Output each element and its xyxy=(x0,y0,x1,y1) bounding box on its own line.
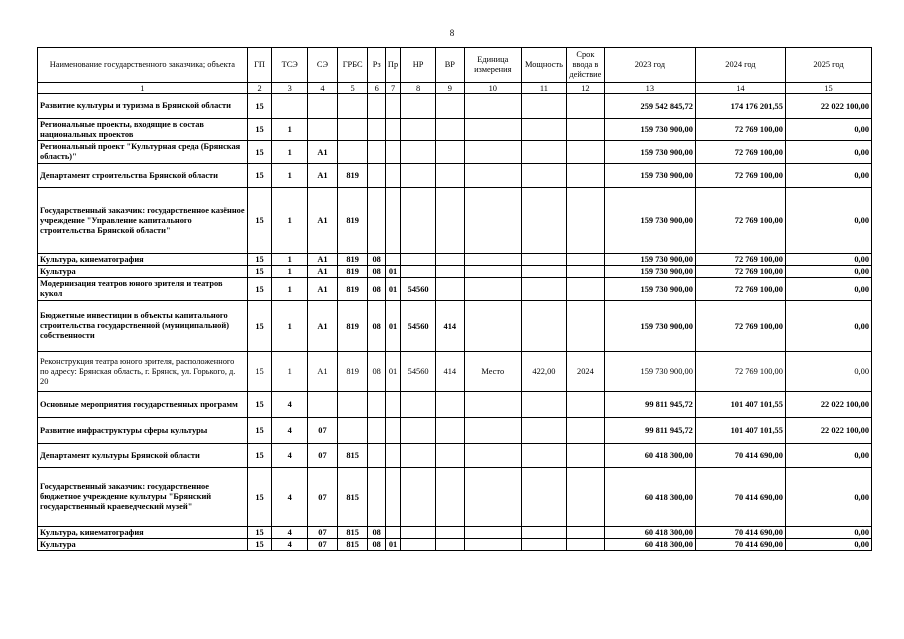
code-cell xyxy=(521,94,566,119)
code-cell xyxy=(401,254,436,266)
column-number: 12 xyxy=(566,83,604,94)
amount-cell: 72 769 100,00 xyxy=(695,164,785,188)
code-cell xyxy=(464,94,521,119)
page-number: 8 xyxy=(449,28,455,38)
amount-cell: 101 407 101,55 xyxy=(695,392,785,418)
table-row xyxy=(38,418,872,444)
amount-cell: 0,00 xyxy=(785,352,871,392)
row-name-cell: Модернизация театров юного зрителя и театров кукол xyxy=(38,278,248,301)
code-cell: 4 xyxy=(272,418,308,444)
code-cell xyxy=(464,188,521,254)
code-cell xyxy=(436,254,465,266)
code-cell: 01 xyxy=(385,278,400,301)
amount-cell: 0,00 xyxy=(785,141,871,164)
code-cell: 815 xyxy=(337,468,368,527)
amount-cell: 60 418 300,00 xyxy=(604,444,695,468)
code-cell xyxy=(521,254,566,266)
row-name-cell: Культура xyxy=(38,539,248,551)
code-cell: 1 xyxy=(272,254,308,266)
code-cell xyxy=(464,141,521,164)
code-cell xyxy=(401,527,436,539)
code-cell xyxy=(308,392,338,418)
code-cell xyxy=(566,119,604,141)
table-row xyxy=(38,188,872,254)
code-cell: 15 xyxy=(247,352,272,392)
code-cell: 07 xyxy=(308,539,338,551)
code-cell xyxy=(401,188,436,254)
header-cell: Срок ввода в действие xyxy=(566,48,604,83)
code-cell: А1 xyxy=(308,266,338,278)
amount-cell: 99 811 945,72 xyxy=(604,392,695,418)
header-cell: Единица измерения xyxy=(464,48,521,83)
header-cell: Пр xyxy=(385,48,400,83)
code-cell: 01 xyxy=(385,301,400,352)
row-name-cell: Развитие инфраструктуры сферы культуры xyxy=(38,418,248,444)
code-cell xyxy=(436,444,465,468)
code-cell xyxy=(337,141,368,164)
code-cell: 08 xyxy=(368,527,385,539)
code-cell xyxy=(385,164,400,188)
column-number: 8 xyxy=(401,83,436,94)
code-cell: 819 xyxy=(337,188,368,254)
code-cell: А1 xyxy=(308,164,338,188)
amount-cell: 0,00 xyxy=(785,188,871,254)
amount-cell: 101 407 101,55 xyxy=(695,418,785,444)
code-cell: А1 xyxy=(308,301,338,352)
column-number: 7 xyxy=(385,83,400,94)
code-cell xyxy=(368,94,385,119)
code-cell: 07 xyxy=(308,444,338,468)
code-cell: 815 xyxy=(337,539,368,551)
code-cell: 15 xyxy=(247,119,272,141)
code-cell: 15 xyxy=(247,392,272,418)
code-cell: 819 xyxy=(337,266,368,278)
code-cell xyxy=(368,418,385,444)
code-cell xyxy=(436,266,465,278)
row-name-cell: Бюджетные инвестиции в объекты капитального строительства государственной (муниципальной) собственности xyxy=(38,301,248,352)
code-cell xyxy=(566,392,604,418)
amount-cell: 70 414 690,00 xyxy=(695,527,785,539)
column-number: 4 xyxy=(308,83,338,94)
code-cell: 54560 xyxy=(401,352,436,392)
table-row xyxy=(38,254,872,266)
code-cell xyxy=(401,94,436,119)
table-row xyxy=(38,539,872,551)
table-row xyxy=(38,444,872,468)
code-cell xyxy=(436,418,465,444)
code-cell: А1 xyxy=(308,188,338,254)
code-cell xyxy=(436,539,465,551)
code-cell: 4 xyxy=(272,392,308,418)
code-cell: 1 xyxy=(272,119,308,141)
amount-cell: 60 418 300,00 xyxy=(604,527,695,539)
code-cell: А1 xyxy=(308,141,338,164)
header-cell: 2024 год xyxy=(695,48,785,83)
code-cell xyxy=(436,141,465,164)
code-cell xyxy=(401,468,436,527)
code-cell: 819 xyxy=(337,278,368,301)
amount-cell: 0,00 xyxy=(785,266,871,278)
code-cell xyxy=(308,94,338,119)
code-cell xyxy=(464,278,521,301)
header-cell: ВР xyxy=(436,48,465,83)
amount-cell: 70 414 690,00 xyxy=(695,539,785,551)
code-cell xyxy=(385,527,400,539)
table-row xyxy=(38,527,872,539)
code-cell xyxy=(368,188,385,254)
code-cell xyxy=(464,539,521,551)
amount-cell: 72 769 100,00 xyxy=(695,301,785,352)
code-cell: 15 xyxy=(247,266,272,278)
code-cell: 1 xyxy=(272,278,308,301)
code-cell xyxy=(368,392,385,418)
header-cell: Мощность xyxy=(521,48,566,83)
code-cell: 01 xyxy=(385,266,400,278)
code-cell: 01 xyxy=(385,352,400,392)
amount-cell: 259 542 845,72 xyxy=(604,94,695,119)
code-cell xyxy=(521,468,566,527)
code-cell xyxy=(401,444,436,468)
code-cell xyxy=(436,164,465,188)
header-cell: Рз xyxy=(368,48,385,83)
code-cell xyxy=(368,444,385,468)
code-cell: 15 xyxy=(247,468,272,527)
amount-cell: 72 769 100,00 xyxy=(695,141,785,164)
table-row xyxy=(38,141,872,164)
header-cell: СЭ xyxy=(308,48,338,83)
row-name-cell: Реконструкция театра юного зрителя, расположенного по адресу: Брянская область, г. Брянск, ул. Горького, д. 20 xyxy=(38,352,248,392)
amount-cell: 72 769 100,00 xyxy=(695,278,785,301)
amount-cell: 22 022 100,00 xyxy=(785,418,871,444)
code-cell xyxy=(436,392,465,418)
code-cell xyxy=(436,468,465,527)
code-cell: 08 xyxy=(368,301,385,352)
row-name-cell: Государственный заказчик: государственное казённое учреждение "Управление капитального строительства Брянской области" xyxy=(38,188,248,254)
code-cell: 1 xyxy=(272,188,308,254)
code-cell xyxy=(368,141,385,164)
code-cell xyxy=(464,254,521,266)
code-cell: 01 xyxy=(385,539,400,551)
code-cell xyxy=(521,527,566,539)
column-number: 3 xyxy=(272,83,308,94)
table-row xyxy=(38,164,872,188)
code-cell xyxy=(521,301,566,352)
code-cell xyxy=(385,94,400,119)
code-cell: 15 xyxy=(247,188,272,254)
code-cell xyxy=(521,164,566,188)
amount-cell: 70 414 690,00 xyxy=(695,444,785,468)
code-cell xyxy=(385,418,400,444)
code-cell xyxy=(566,527,604,539)
code-cell xyxy=(464,119,521,141)
column-number: 1 xyxy=(38,83,248,94)
code-cell: 15 xyxy=(247,539,272,551)
code-cell xyxy=(521,278,566,301)
code-cell xyxy=(401,164,436,188)
code-cell xyxy=(436,119,465,141)
amount-cell: 22 022 100,00 xyxy=(785,392,871,418)
code-cell xyxy=(436,278,465,301)
code-cell: 4 xyxy=(272,527,308,539)
code-cell xyxy=(464,266,521,278)
code-cell xyxy=(337,418,368,444)
code-cell xyxy=(521,141,566,164)
table-row xyxy=(38,266,872,278)
code-cell: 2024 xyxy=(566,352,604,392)
column-number: 5 xyxy=(337,83,368,94)
code-cell: 15 xyxy=(247,418,272,444)
row-name-cell: Основные мероприятия государственных программ xyxy=(38,392,248,418)
amount-cell: 0,00 xyxy=(785,444,871,468)
code-cell xyxy=(385,141,400,164)
amount-cell: 72 769 100,00 xyxy=(695,352,785,392)
code-cell: 4 xyxy=(272,468,308,527)
column-number: 11 xyxy=(521,83,566,94)
code-cell xyxy=(521,119,566,141)
header-cell: Наименование государственного заказчика; объекта xyxy=(38,48,248,83)
code-cell xyxy=(401,392,436,418)
amount-cell: 0,00 xyxy=(785,527,871,539)
code-cell xyxy=(385,119,400,141)
code-cell xyxy=(566,141,604,164)
code-cell xyxy=(464,301,521,352)
amount-cell: 0,00 xyxy=(785,301,871,352)
code-cell xyxy=(464,164,521,188)
table-row xyxy=(38,392,872,418)
amount-cell: 159 730 900,00 xyxy=(604,278,695,301)
table-row xyxy=(38,468,872,527)
amount-cell: 22 022 100,00 xyxy=(785,94,871,119)
column-number: 2 xyxy=(247,83,272,94)
code-cell xyxy=(436,188,465,254)
amount-cell: 0,00 xyxy=(785,254,871,266)
code-cell xyxy=(566,444,604,468)
table-body xyxy=(38,94,872,551)
code-cell xyxy=(272,94,308,119)
code-cell xyxy=(566,164,604,188)
amount-cell: 72 769 100,00 xyxy=(695,188,785,254)
code-cell xyxy=(521,539,566,551)
code-cell: 54560 xyxy=(401,301,436,352)
amount-cell: 159 730 900,00 xyxy=(604,266,695,278)
code-cell: 15 xyxy=(247,278,272,301)
amount-cell: 0,00 xyxy=(785,468,871,527)
code-cell xyxy=(385,188,400,254)
code-cell: А1 xyxy=(308,254,338,266)
code-cell: 1 xyxy=(272,352,308,392)
header-cell: 2023 год xyxy=(604,48,695,83)
code-cell: 414 xyxy=(436,301,465,352)
code-cell: 4 xyxy=(272,444,308,468)
amount-cell: 174 176 201,55 xyxy=(695,94,785,119)
amount-cell: 60 418 300,00 xyxy=(604,539,695,551)
row-name-cell: Департамент культуры Брянской области xyxy=(38,444,248,468)
code-cell: 819 xyxy=(337,164,368,188)
column-number: 15 xyxy=(785,83,871,94)
code-cell: 08 xyxy=(368,278,385,301)
column-number: 10 xyxy=(464,83,521,94)
amount-cell: 0,00 xyxy=(785,539,871,551)
code-cell: 819 xyxy=(337,301,368,352)
table-row xyxy=(38,352,872,392)
column-number: 14 xyxy=(695,83,785,94)
code-cell xyxy=(368,468,385,527)
amount-cell: 159 730 900,00 xyxy=(604,301,695,352)
code-cell: 815 xyxy=(337,527,368,539)
code-cell: 08 xyxy=(368,352,385,392)
column-number: 6 xyxy=(368,83,385,94)
column-number: 13 xyxy=(604,83,695,94)
code-cell xyxy=(566,539,604,551)
code-cell xyxy=(337,392,368,418)
table-header-row xyxy=(38,48,872,83)
code-cell: 08 xyxy=(368,266,385,278)
code-cell xyxy=(566,188,604,254)
code-cell: А1 xyxy=(308,278,338,301)
amount-cell: 60 418 300,00 xyxy=(604,468,695,527)
budget-table xyxy=(37,47,872,551)
code-cell xyxy=(385,254,400,266)
amount-cell: 72 769 100,00 xyxy=(695,266,785,278)
amount-cell: 159 730 900,00 xyxy=(604,254,695,266)
row-name-cell: Региональный проект "Культурная среда (Брянская область)" xyxy=(38,141,248,164)
code-cell xyxy=(436,527,465,539)
code-cell xyxy=(566,278,604,301)
code-cell xyxy=(308,119,338,141)
header-cell: ГРБС xyxy=(337,48,368,83)
code-cell: 1 xyxy=(272,164,308,188)
code-cell xyxy=(566,418,604,444)
row-name-cell: Культура, кинематография xyxy=(38,527,248,539)
code-cell xyxy=(401,539,436,551)
row-name-cell: Культура, кинематография xyxy=(38,254,248,266)
table-row xyxy=(38,278,872,301)
header-cell: ТСЭ xyxy=(272,48,308,83)
code-cell xyxy=(566,254,604,266)
code-cell: 422,00 xyxy=(521,352,566,392)
row-name-cell: Региональные проекты, входящие в состав национальных проектов xyxy=(38,119,248,141)
code-cell: 15 xyxy=(247,164,272,188)
code-cell: 15 xyxy=(247,301,272,352)
code-cell: 15 xyxy=(247,444,272,468)
code-cell: 07 xyxy=(308,468,338,527)
row-name-cell: Департамент строительства Брянской области xyxy=(38,164,248,188)
amount-cell: 0,00 xyxy=(785,164,871,188)
code-cell: 54560 xyxy=(401,278,436,301)
code-cell: 1 xyxy=(272,301,308,352)
amount-cell: 70 414 690,00 xyxy=(695,468,785,527)
code-cell xyxy=(521,444,566,468)
code-cell xyxy=(521,392,566,418)
amount-cell: 159 730 900,00 xyxy=(604,119,695,141)
amount-cell: 159 730 900,00 xyxy=(604,164,695,188)
code-cell: 15 xyxy=(247,527,272,539)
code-cell xyxy=(337,119,368,141)
code-cell xyxy=(337,94,368,119)
table-row xyxy=(38,94,872,119)
code-cell xyxy=(566,94,604,119)
code-cell: 07 xyxy=(308,418,338,444)
amount-cell: 159 730 900,00 xyxy=(604,141,695,164)
code-cell: 4 xyxy=(272,539,308,551)
code-cell xyxy=(464,527,521,539)
table-row xyxy=(38,119,872,141)
code-cell xyxy=(464,392,521,418)
code-cell xyxy=(401,119,436,141)
amount-cell: 99 811 945,72 xyxy=(604,418,695,444)
code-cell: 15 xyxy=(247,254,272,266)
code-cell: А1 xyxy=(308,352,338,392)
code-cell xyxy=(464,444,521,468)
code-cell: Место xyxy=(464,352,521,392)
column-number-row xyxy=(38,83,872,94)
code-cell xyxy=(566,468,604,527)
code-cell xyxy=(385,444,400,468)
header-cell: НР xyxy=(401,48,436,83)
code-cell: 15 xyxy=(247,94,272,119)
code-cell: 1 xyxy=(272,266,308,278)
row-name-cell: Государственный заказчик: государственное бюджетное учреждение культуры "Брянский государственный краеведческий музей" xyxy=(38,468,248,527)
code-cell xyxy=(566,266,604,278)
column-number: 9 xyxy=(436,83,465,94)
code-cell: 414 xyxy=(436,352,465,392)
code-cell xyxy=(521,418,566,444)
code-cell: 07 xyxy=(308,527,338,539)
amount-cell: 159 730 900,00 xyxy=(604,352,695,392)
amount-cell: 72 769 100,00 xyxy=(695,119,785,141)
code-cell: 08 xyxy=(368,254,385,266)
code-cell: 819 xyxy=(337,254,368,266)
amount-cell: 0,00 xyxy=(785,119,871,141)
code-cell xyxy=(521,188,566,254)
amount-cell: 72 769 100,00 xyxy=(695,254,785,266)
code-cell: 15 xyxy=(247,141,272,164)
amount-cell: 0,00 xyxy=(785,278,871,301)
code-cell xyxy=(464,468,521,527)
row-name-cell: Культура xyxy=(38,266,248,278)
code-cell xyxy=(385,468,400,527)
code-cell xyxy=(368,164,385,188)
code-cell: 819 xyxy=(337,352,368,392)
code-cell: 08 xyxy=(368,539,385,551)
row-name-cell: Развитие культуры и туризма в Брянской области xyxy=(38,94,248,119)
code-cell xyxy=(401,418,436,444)
code-cell xyxy=(566,301,604,352)
code-cell xyxy=(385,392,400,418)
code-cell: 815 xyxy=(337,444,368,468)
code-cell: 1 xyxy=(272,141,308,164)
code-cell xyxy=(368,119,385,141)
header-cell: 2025 год xyxy=(785,48,871,83)
amount-cell: 159 730 900,00 xyxy=(604,188,695,254)
table-row xyxy=(38,301,872,352)
code-cell xyxy=(521,266,566,278)
code-cell xyxy=(401,266,436,278)
code-cell xyxy=(464,418,521,444)
header-cell: ГП xyxy=(247,48,272,83)
code-cell xyxy=(436,94,465,119)
code-cell xyxy=(401,141,436,164)
